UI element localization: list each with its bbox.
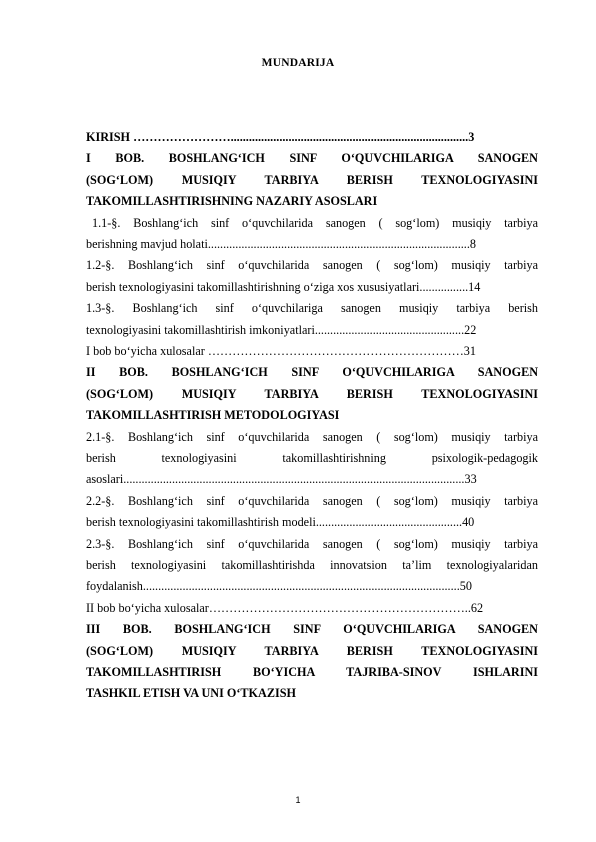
toc-heading-line: KIRISH ……………………..............................................................................3 <box>86 130 475 144</box>
toc-entry-line: 1.3-§. Boshlang‘ich sinf o‘quvchilariga sanogen musiqiy tarbiya berish <box>86 301 538 316</box>
toc-heading-line: TASHKIL ETISH VA UNI O‘TKAZISH <box>86 686 296 701</box>
toc-entry-line: II bob bo‘yicha xulosalar………………………………………………………..62 <box>86 600 484 615</box>
toc-heading-line: III BOB. BOSHLANG‘ICH SINF O‘QUVCHILARIGA SANOGEN <box>86 622 538 637</box>
toc-entry-line: texnologiyasini takomillashtirish imkoniyatlari.................................................22 <box>86 322 477 337</box>
toc-entry-line: 1.2-§. Boshlang‘ich sinf o‘quvchilarida sanogen ( sog‘lom) musiqiy tarbiya <box>86 258 538 273</box>
toc-heading-line: TAKOMILLASHTIRISH BO‘YICHA TAJRIBA-SINOV ISHLARINI <box>86 664 538 679</box>
toc-heading-line: I BOB. BOSHLANG‘ICH SINF O‘QUVCHILARIGA SANOGEN <box>86 151 538 166</box>
toc-entry-line: berish texnologiyasini takomillashtirishning psixologik-pedagogik <box>86 450 538 465</box>
toc-heading-line: (SOG‘LOM) MUSIQIY TARBIYA BERISH TEXNOLOGIYASINI <box>86 172 538 187</box>
toc-entry-line: asoslari................................................................................................................33 <box>86 472 477 487</box>
toc-heading-line: (SOG‘LOM) MUSIQIY TARBIYA BERISH TEXNOLOGIYASINI <box>86 386 538 401</box>
toc-entry-line: 2.1-§. Boshlang‘ich sinf o‘quvchilarida sanogen ( sog‘lom) musiqiy tarbiya <box>86 429 538 444</box>
toc-entry-line: 2.3-§. Boshlang‘ich sinf o‘quvchilarida sanogen ( sog‘lom) musiqiy tarbiya <box>86 536 538 551</box>
toc-entry-line: berishning mavjud holati......................................................................................8 <box>86 236 476 251</box>
toc-entry-line: berish texnologiyasini takomillashtirishda innovatsion ta’lim texnologiyalaridan <box>86 557 538 572</box>
toc-heading-line: TAKOMILLASHTIRISHNING NAZARIY ASOSLARI <box>86 194 378 209</box>
toc-entry-line: berish texnologiyasini takomillashtirish modeli................................................40 <box>86 515 475 530</box>
table-of-contents <box>86 127 538 705</box>
toc-entry-line: I bob bo‘yicha xulosalar ………………………………………………………31 <box>86 343 476 358</box>
page-title: MUNDARIJA <box>261 57 335 69</box>
toc-heading-line: (SOG‘LOM) MUSIQIY TARBIYA BERISH TEXNOLOGIYASINI <box>86 643 538 658</box>
toc-entry-line: foydalanish........................................................................................................50 <box>86 579 472 594</box>
page-number: 1 <box>295 795 301 805</box>
toc-heading-line: TAKOMILLASHTIRISH METODOLOGIYASI <box>86 408 340 423</box>
toc-heading-line: II BOB. BOSHLANG‘ICH SINF O‘QUVCHILARIGA SANOGEN <box>86 365 538 380</box>
toc-entry-line: 2.2-§. Boshlang‘ich sinf o‘quvchilarida sanogen ( sog‘lom) musiqiy tarbiya <box>86 493 538 508</box>
toc-entry-line: berish texnologiyasini takomillashtirishning o‘ziga xos xususiyatlari................14 <box>86 279 481 294</box>
toc-entry-line: 1.1-§. Boshlang‘ich sinf o‘quvchilarida sanogen ( sog‘lom) musiqiy tarbiya <box>92 215 538 230</box>
